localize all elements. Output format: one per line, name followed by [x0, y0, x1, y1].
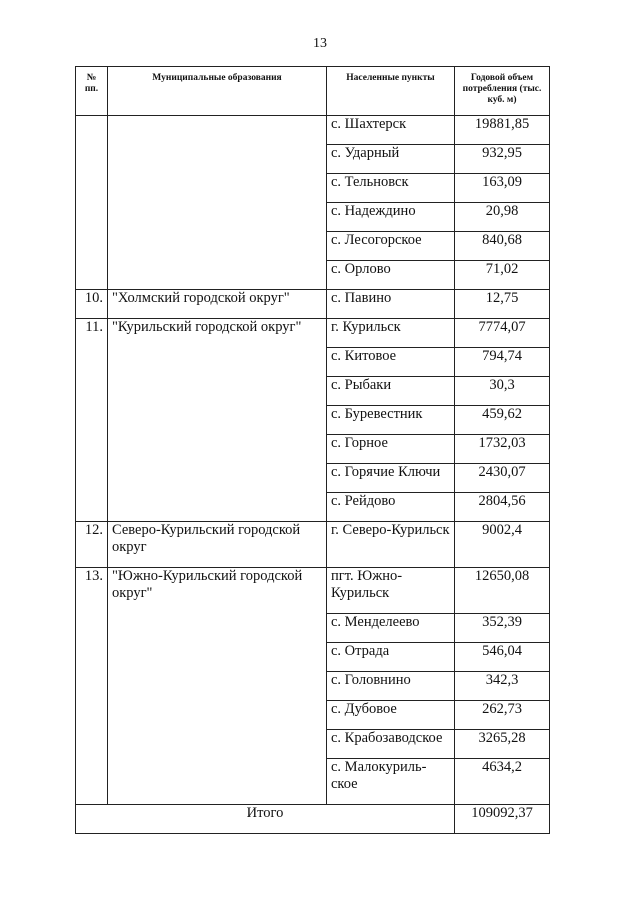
consumption-table [75, 66, 550, 834]
volume-cell: 20,98 [455, 203, 550, 232]
row-number: 12. [76, 522, 108, 568]
volume-cell: 2430,07 [455, 464, 550, 493]
volume-cell: 932,95 [455, 145, 550, 174]
header-settlement: Населенные пункты [327, 67, 455, 116]
volume-cell: 1732,03 [455, 435, 550, 464]
settlement-cell: с. Китовое [327, 348, 455, 377]
settlement-cell: с. Надеждино [327, 203, 455, 232]
row-number: 13. [76, 568, 108, 805]
table-row [76, 319, 550, 348]
settlement-cell: пгт. Южно-Курильск [327, 568, 455, 614]
row-number: 11. [76, 319, 108, 522]
municipality-cell-empty [108, 116, 327, 290]
settlement-cell: с. Рейдово [327, 493, 455, 522]
volume-cell: 342,3 [455, 672, 550, 701]
settlement-cell: с. Тельновск [327, 174, 455, 203]
settlement-cell: с. Рыбаки [327, 377, 455, 406]
total-value: 109092,37 [455, 805, 550, 834]
settlement-cell: с. Горное [327, 435, 455, 464]
settlement-cell: с. Менделеево [327, 614, 455, 643]
volume-cell: 19881,85 [455, 116, 550, 145]
table-row [76, 522, 550, 568]
settlement-cell: с. Головнино [327, 672, 455, 701]
volume-cell: 262,73 [455, 701, 550, 730]
settlement-cell: с. Крабозаводское [327, 730, 455, 759]
settlement-cell: с. Отрада [327, 643, 455, 672]
header-volume: Годовой объем потребления (тыс. куб. м) [455, 67, 550, 116]
settlement-cell: г. Курильск [327, 319, 455, 348]
header-municipality: Муниципальные образования [108, 67, 327, 116]
settlement-cell: с. Буревестник [327, 406, 455, 435]
settlement-cell: с. Лесогорское [327, 232, 455, 261]
table-row [76, 568, 550, 614]
settlement-cell: с. Орлово [327, 261, 455, 290]
volume-cell: 12,75 [455, 290, 550, 319]
settlement-cell: с. Шахтерск [327, 116, 455, 145]
table-header-row [76, 67, 550, 116]
volume-cell: 546,04 [455, 643, 550, 672]
volume-cell: 30,3 [455, 377, 550, 406]
volume-cell: 352,39 [455, 614, 550, 643]
volume-cell: 12650,08 [455, 568, 550, 614]
volume-cell: 71,02 [455, 261, 550, 290]
volume-cell: 9002,4 [455, 522, 550, 568]
settlement-cell: с. Ударный [327, 145, 455, 174]
volume-cell: 2804,56 [455, 493, 550, 522]
municipality-name: Северо-Курильский городской округ [108, 522, 327, 568]
volume-cell: 7774,07 [455, 319, 550, 348]
volume-cell: 4634,2 [455, 759, 550, 805]
header-num: № пп. [76, 67, 108, 116]
total-row [76, 805, 550, 834]
volume-cell: 840,68 [455, 232, 550, 261]
volume-cell: 3265,28 [455, 730, 550, 759]
settlement-cell: с. Павино [327, 290, 455, 319]
settlement-cell: г. Северо-Курильск [327, 522, 455, 568]
settlement-cell: с. Дубовое [327, 701, 455, 730]
volume-cell: 163,09 [455, 174, 550, 203]
num-cell-empty [76, 116, 108, 290]
settlement-cell: с. Горячие Ключи [327, 464, 455, 493]
volume-cell: 794,74 [455, 348, 550, 377]
total-label: Итого [76, 805, 455, 834]
row-number: 10. [76, 290, 108, 319]
municipality-name: "Южно-Курильский городской округ" [108, 568, 327, 805]
table-row [76, 290, 550, 319]
page-number: 13 [313, 36, 327, 51]
table-row [76, 116, 550, 145]
volume-cell: 459,62 [455, 406, 550, 435]
municipality-name: "Холмский городской округ" [108, 290, 327, 319]
settlement-cell: с. Малокуриль-ское [327, 759, 455, 805]
municipality-name: "Курильский городской округ" [108, 319, 327, 522]
